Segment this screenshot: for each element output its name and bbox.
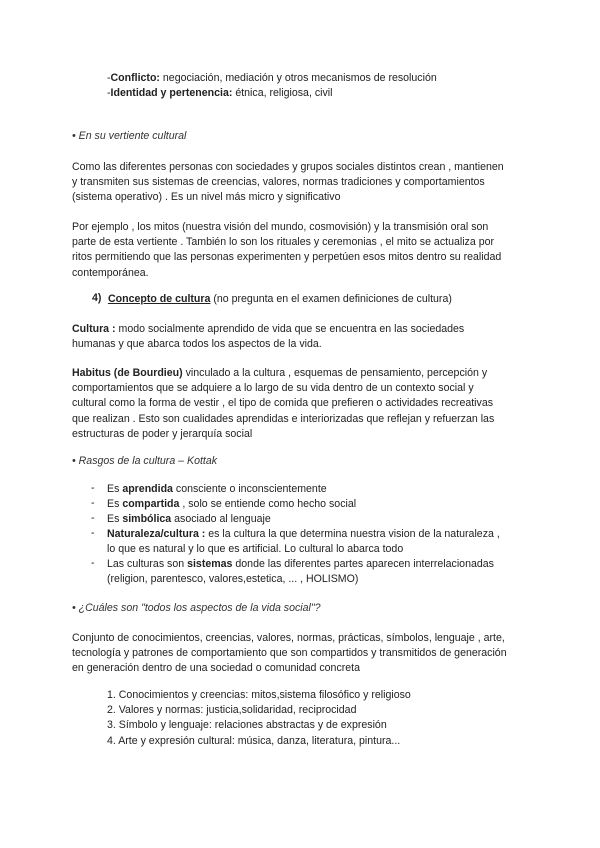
definition-habitus: Habitus (de Bourdieu) vinculado a la cultura , esquemas de pensamiento, percepción y comportamientos que se adquiere a lo largo de su vida dentro de un contexto social y cultural como la forma de vestir , el tipo de comida que prefieren o actividades recreativas que realizan . Esto son cualidades aprendidas e interiorizadas que reflejan y refuerzan las estructuras de poder y jerarquía social [72,367,495,440]
text-line: parte de esta vertiente . También lo son los rituales y ceremonias , el mito se actualiza por [72,236,495,249]
text-line: Conjunto de conocimientos, creencias, valores, normas, prácticas, símbolos, lenguaje , arte, [72,632,505,644]
text-line: Como las diferentes personas con sociedades y grupos sociales distintos crean , mantienen [72,161,504,173]
section-number: 4) [92,292,102,304]
list-item: 1. Conocimientos y creencias: mitos,sistema filosófico y religioso [107,689,411,701]
text-line: (sistema operativo) . Es un nivel más micro y significativo [72,191,341,204]
text-line: tecnología y patrones de comportamiento que son compartidos y transmitidos de generación [72,647,507,660]
paragraph-cultural-1 [72,160,540,206]
top-list [107,71,547,101]
list-item: Las culturas son sistemas donde las diferentes partes aparecen interrelacionadas (religion, parentesco, valores,estetica, ... , HOLISMO) [107,558,494,586]
list-item: -Conflicto: negociación, mediación y otros mecanismos de resolución [107,72,437,84]
list-item: Es simbólica asociado al lenguaje [107,513,271,525]
list-item: Es aprendida consciente o inconscientemente [107,483,327,495]
text-line: Por ejemplo , los mitos (nuestra visión del mundo, cosmovisión) y la transmisión oral son [72,221,489,233]
text-line: y transmiten sus sistemas de creencias, valores, normas tradiciones y comportamientos [72,176,485,189]
text-line: contemporánea. [72,266,149,279]
list-item: Naturaleza/cultura : es la cultura la que determina nuestra vision de la naturaleza , lo que es natural y lo que es artificial. Lo cultural lo abarca todo [107,528,500,556]
list-item: 3. Símbolo y lenguaje: relaciones abstractas y de expresión [107,719,387,732]
list-item: 4. Arte y expresión cultural: música, danza, literatura, pintura... [107,734,401,747]
list-item: 2. Valores y normas: justicia,solidaridad, reciprocidad [107,704,357,717]
aspectos-numbered-list [107,688,411,749]
list-item: Es compartida , solo se entiende como hecho social [107,498,357,510]
text-line: ritos permitiendo que las personas experimenten y perpetúen esos mitos dentro su realidad [72,251,502,264]
paragraph-aspectos [72,631,540,677]
text-line: en generación dentro de una sociedad o comunidad concreta [72,662,361,675]
section-heading-cultural: • En su vertiente cultural [72,130,187,142]
section-heading-aspectos: • ¿Cuáles son "todos los aspectos de la vida social"? [72,602,321,614]
list-item: -Identidad y pertenencia: étnica, religiosa, civil [107,87,333,100]
document-page: -Conflicto: negociación, mediación y otros mecanismos de resolución -Identidad y pertenencia: étnica, religiosa, civil • En su vertiente cultural Como las diferentes personas con sociedades y grupos sociales distintos crean , mantienen y transmiten sus sistemas de creencias, valores, normas tradiciones y comportamientos (sistema operativo) . Es un nivel más micro y significativo Por ejemplo , los mitos (nuestra visión del mundo, cosmovisión) y la transmisión oral son parte de esta vertiente . También lo son los rituales y ceremonias , el mito se actualiza por ritos permitiendo que las personas experimenten y perpetúen esos mitos dentro su realidad contemporánea. 4) Concepto de cultura (no pregunta en el examen definiciones de cultura) Cultura : modo socialmente aprendido de vida que se encuentra en las sociedades humanas y que abarca todos los aspectos de la vida. Habitus (de Bourdieu) vinculado a la cultura , esquemas de pensamiento, percepción y comportamientos que se adquiere a lo largo de su vida dentro de un contexto social y cultural como la forma de vestir , el tipo de comida que prefieren o actividades recreativas que realizan . Esto son cualidades aprendidas e interiorizadas que reflejan y refuerzan las estructuras de poder y jerarquía social • Rasgos de la cultura – Kottak - Es aprendida consciente o inconscientemente - Es compartida , solo se entiende como hecho social - Es simbólica asociado al lenguaje - Naturaleza/cultura : es la cultura la que determina nuestra vision de la naturaleza , lo que es natural y lo que es artificial. Lo cultural lo abarca todo - Las culturas son sistemas donde las diferentes partes aparecen interrelacionadas (religion, parentesco, valores,estetica, ... , HOLISMO) • ¿Cuáles son "todos los aspectos de la vida social"? Conjunto de conocimientos, creencias, valores, normas, prácticas, símbolos, lenguaje , arte, tecnología y patrones de comportamiento que son compartidos y transmitidos de generación en generación dentro de una sociedad o comunidad concreta 1. Conocimientos y creencias: mitos,sistema filosófico y religioso 2. Valores y normas: justicia,solidaridad, reciprocidad 3. Símbolo y lenguaje: relaciones abstractas y de expresión 4. Arte y expresión cultural: música, danza, literatura, pintura... [0,0,600,848]
section-heading-rasgos: • Rasgos de la cultura – Kottak [72,455,218,467]
definition-cultura: Cultura : modo socialmente aprendido de vida que se encuentra en las sociedades humanas y que abarca todos los aspectos de la vida. [72,323,465,351]
paragraph-cultural-2 [72,220,540,281]
section-title-concepto: Concepto de cultura (no pregunta en el examen definiciones de cultura) [108,293,452,305]
